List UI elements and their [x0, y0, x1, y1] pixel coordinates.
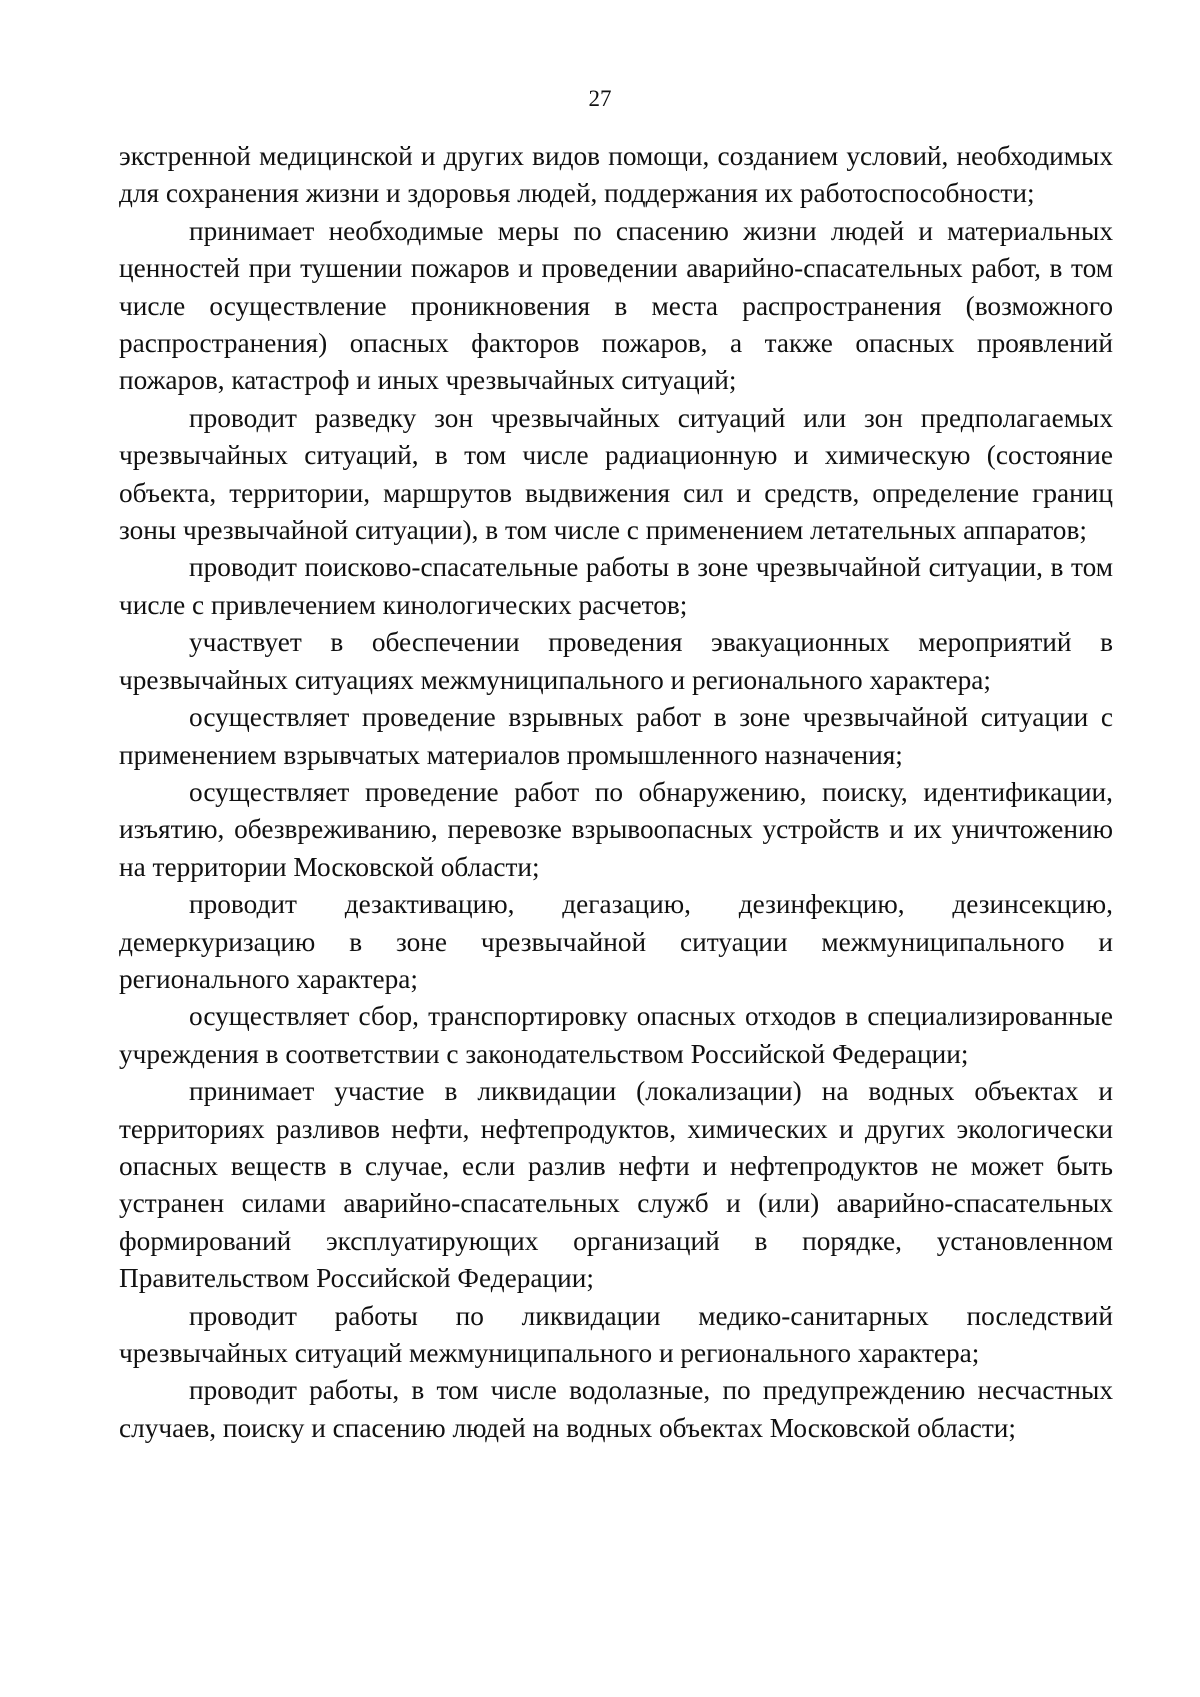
paragraph: проводит поисково-спасательные работы в зоне чрезвычайной ситуации, в том числе с привлечением кинологических расчетов; — [119, 552, 1113, 620]
paragraph: осуществляет сбор, транспортировку опасных отходов в специализированные учреждения в соответствии с законодательством Российской Федерации; — [119, 1001, 1113, 1069]
paragraph: осуществляет проведение взрывных работ в зоне чрезвычайной ситуации с применением взрывчатых материалов промышленного назначения; — [119, 702, 1113, 770]
paragraph: принимает необходимые меры по спасению жизни людей и материальных ценностей при тушении пожаров и проведении аварийно-спасательных работ, в том числе осуществление проникновения в места распространения (возможного распространения) опасных факторов пожаров, а также опасных проявлений пожаров, катастроф и иных чрезвычайных ситуаций; — [119, 215, 1113, 396]
paragraph: проводит работы по ликвидации медико-санитарных последствий чрезвычайных ситуаций межмуниципального и регионального характера; — [119, 1300, 1113, 1368]
paragraph: проводит разведку зон чрезвычайных ситуаций или зон предполагаемых чрезвычайных ситуаций, в том числе радиационную и химическую (состояние объекта, территории, маршрутов выдвижения сил и средств, определение границ зоны чрезвычайной ситуации), в том числе с применением летательных аппаратов; — [119, 402, 1113, 546]
document-body — [119, 138, 1113, 1447]
page-number: 27 — [588, 86, 612, 111]
paragraph: проводит работы, в том числе водолазные, по предупреждению несчастных случаев, поиску и спасению людей на водных объектах Московской области; — [119, 1375, 1113, 1443]
paragraph: осуществляет проведение работ по обнаружению, поиску, идентификации, изъятию, обезвреживанию, перевозке взрывоопасных устройств и их уничтожению на территории Московской области; — [119, 776, 1113, 882]
paragraph: проводит дезактивацию, дегазацию, дезинфекцию, дезинсекцию, демеркуризацию в зоне чрезвычайной ситуации межмуниципального и регионального характера; — [119, 889, 1113, 994]
paragraph: участвует в обеспечении проведения эвакуационных мероприятий в чрезвычайных ситуациях межмуниципального и регионального характера; — [119, 627, 1113, 695]
paragraph: экстренной медицинской и других видов помощи, созданием условий, необходимых для сохранения жизни и здоровья людей, поддержания их работоспособности; — [119, 141, 1113, 209]
paragraph: принимает участие в ликвидации (локализации) на водных объектах и территориях разливов нефти, нефтепродуктов, химических и других экологически опасных веществ в случае, если разлив нефти и нефтепродуктов не может быть устранен силами аварийно-спасательных служб и (или) аварийно-спасательных формирований эксплуатирующих организаций в порядке, установленном Правительством Российской Федерации; — [119, 1076, 1113, 1294]
